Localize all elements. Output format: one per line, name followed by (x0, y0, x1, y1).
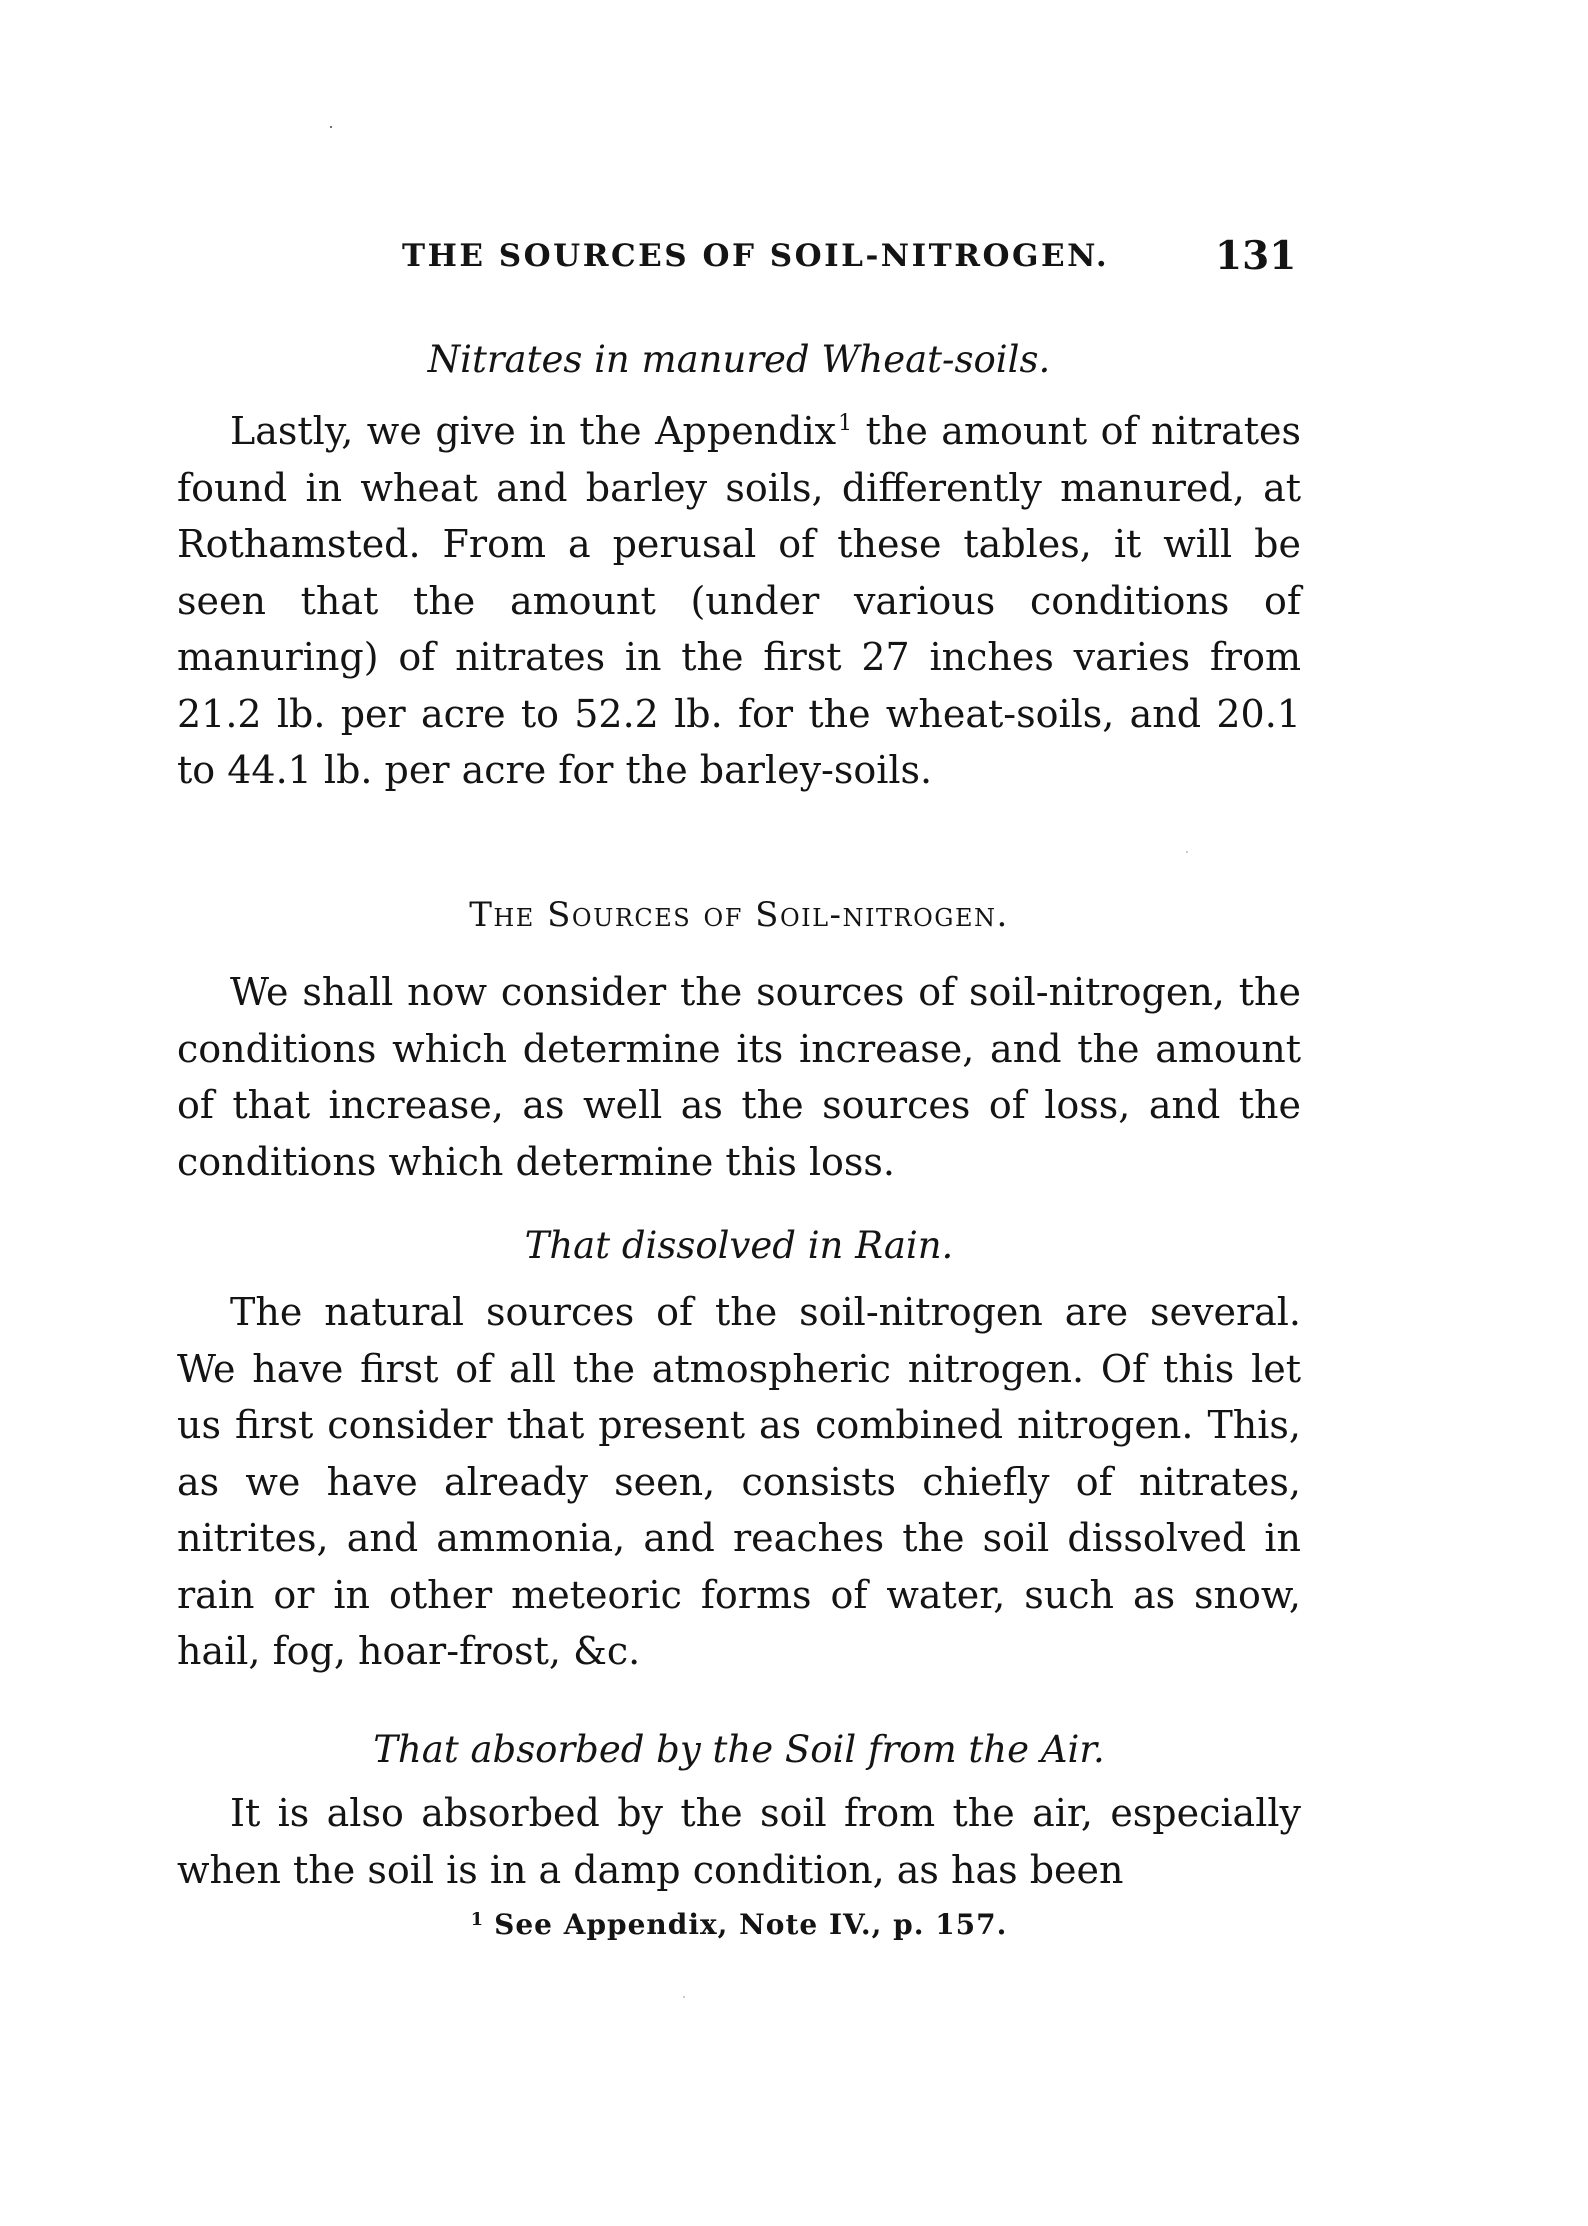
subheading-nitrates: Nitrates in manured Wheat-soils. (427, 338, 1051, 381)
footnote-marker: 1 (470, 1909, 485, 1930)
subheading-rain: That dissolved in Rain. (524, 1224, 954, 1267)
paragraph-rain-text: The natural sources of the soil-nitrogen are several. We have first of all the atmospheric nitrogen. Of this let us first consider that present as combined nitrogen. This, as we have already seen, consists chiefly of nitrates, nitrites, and ammonia, and reaches the soil dissolved in rain or in other meteoric forms of water, such as snow, hail, fog, hoar-frost, &c. (177, 1290, 1301, 1673)
paragraph-nitrates-text (177, 396, 1301, 799)
paragraph-nitrates-rest: the amount of nitrates found in wheat and barley soils, differently manured, at Rothamsted. From a perusal of these tables, it will be seen that the amount (under various conditions of manuring) of nitrates in the first 27 inches varies from 21.2 lb. per acre to 52.2 lb. for the wheat-soils, and 20.1 to 44.1 lb. per acre for the barley-soils. (177, 409, 1301, 792)
section-heading-sources: The Sources of Soil-nitrogen. (469, 895, 1009, 935)
paragraph-air (177, 1785, 1301, 1898)
paper-speck (330, 126, 332, 128)
footnote (177, 1908, 1301, 1941)
paragraph-nitrates (177, 396, 1301, 799)
paper-speck (1186, 851, 1188, 853)
footnote-text: See Appendix, Note IV., p. 157. (494, 1908, 1008, 1941)
footnote-reference: 1 (838, 411, 853, 436)
running-title: THE SOURCES OF SOIL-NITROGEN. (402, 238, 1110, 274)
paragraph-sources-text: We shall now consider the sources of soil-nitrogen, the conditions which determine its increase, and the amount of that increase, as well as the sources of loss, and the conditions which determine this loss. (177, 970, 1301, 1184)
subheading-air: That absorbed by the Soil from the Air. (373, 1728, 1105, 1771)
paragraph-rain (177, 1284, 1301, 1680)
paragraph-nitrates-start: Lastly, we give in the Appendix (230, 409, 837, 453)
paragraph-sources (177, 964, 1301, 1190)
page-number: 131 (1215, 233, 1297, 279)
paragraph-air-text: It is also absorbed by the soil from the air, especially when the soil is in a damp condition, as has been (177, 1791, 1301, 1892)
paper-speck (683, 1996, 685, 1998)
